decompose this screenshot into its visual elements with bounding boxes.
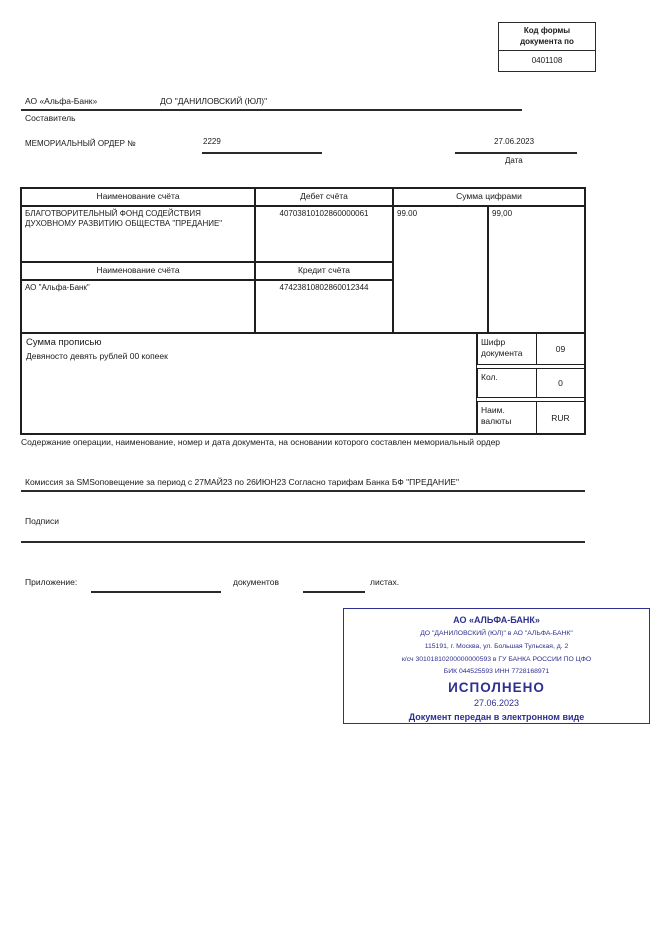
doc-code-value: 09 [536,333,585,365]
sum-words-value: Девяносто девять рублей 00 копеек [26,351,168,362]
order-number: 2229 [203,137,221,146]
attachment-documents-label: документов [233,577,279,587]
stamp-status: ИСПОЛНЕНО [448,680,545,696]
stamp-address: 115191, г. Москва, ул. Большая Тульская, д. 2 [424,642,569,650]
form-code-label: Код формы документа по [499,23,595,51]
compiler-line [21,109,522,111]
attachment-sheets-line [303,591,365,593]
stamp-bik-inn: БИК 044525593 ИНН 7728168971 [443,668,550,676]
attachment-sheets-label: листах. [370,577,400,587]
table-header-debit: Дебет счёта [255,188,393,206]
table-header-sum: Сумма цифрами [393,188,585,206]
stamp-bank-name: АО «АЛЬФА-БАНК» [453,615,540,625]
order-title: МЕМОРИАЛЬНЫЙ ОРДЕР № [25,139,136,148]
order-date: 27.06.2023 [494,137,535,146]
order-number-line [202,152,322,154]
attachment-label: Приложение: [25,577,78,587]
stamp-branch: ДО "ДАНИЛОВСКИЙ (ЮЛ)" в АО "АЛЬФА-БАНК" [420,630,573,637]
sum-figures-2: 99,00 [488,206,585,333]
qty-label: Кол. [477,368,537,398]
currency-value: RUR [536,401,585,434]
sum-words-label: Сумма прописью [26,337,102,348]
form-code-value: 0401108 [531,56,563,65]
currency-label: Наим. валюты [477,401,537,434]
credit-account-name: АО "Альфа-Банк" [21,280,255,333]
order-date-line [455,152,577,154]
execution-stamp [343,608,650,724]
sum-figures-1: 99.00 [393,206,488,333]
order-date-label: Дата [505,156,523,165]
sum-words-cell [21,333,477,434]
doc-code-label: Шифр документа [477,333,537,365]
table-header-account-debit: Наименование счёта [21,188,255,206]
operation-description: Комиссия за SMSоповещение за период с 27МАЙ23 по 26ИЮН23 Согласно тарифам Банка БФ "ПРЕДАНИЕ" [25,477,459,487]
bank-name: АО «Альфа-Банк» [25,96,98,106]
operation-description-label: Содержание операции, наименование, номер и дата документа, на основании которого составлен мемориальный ордер [21,437,501,447]
debit-account-name: БЛАГОТВОРИТЕЛЬНЫЙ ФОНД СОДЕЙСТВИЯ ДУХОВНОМУ РАЗВИТИЮ ОБЩЕСТВА "ПРЕДАНИЕ" [21,206,255,262]
stamp-date: 27.06.2023 [473,697,520,708]
operation-line [21,490,585,492]
debit-account-number: 40703810102860000061 [255,206,393,262]
credit-account-number: 47423810802860012344 [255,280,393,333]
stamp-note: Документ передан в электронном виде [408,711,585,722]
stamp-corr-account: к/сч 30101810200000000593 в ГУ БАНКА РОССИИ ПО ЦФО [401,655,592,663]
attachment-docs-line [91,591,221,593]
compiler-label: Составитель [25,113,76,123]
qty-value: 0 [536,368,585,398]
form-code-box [498,22,596,72]
table-header-credit: Кредит счёта [255,262,393,280]
table-header-account-credit: Наименование счёта [21,262,255,280]
branch-name: ДО "ДАНИЛОВСКИЙ (ЮЛ)" [160,96,268,106]
signatures-line [21,541,585,543]
signatures-label: Подписи [25,516,59,526]
